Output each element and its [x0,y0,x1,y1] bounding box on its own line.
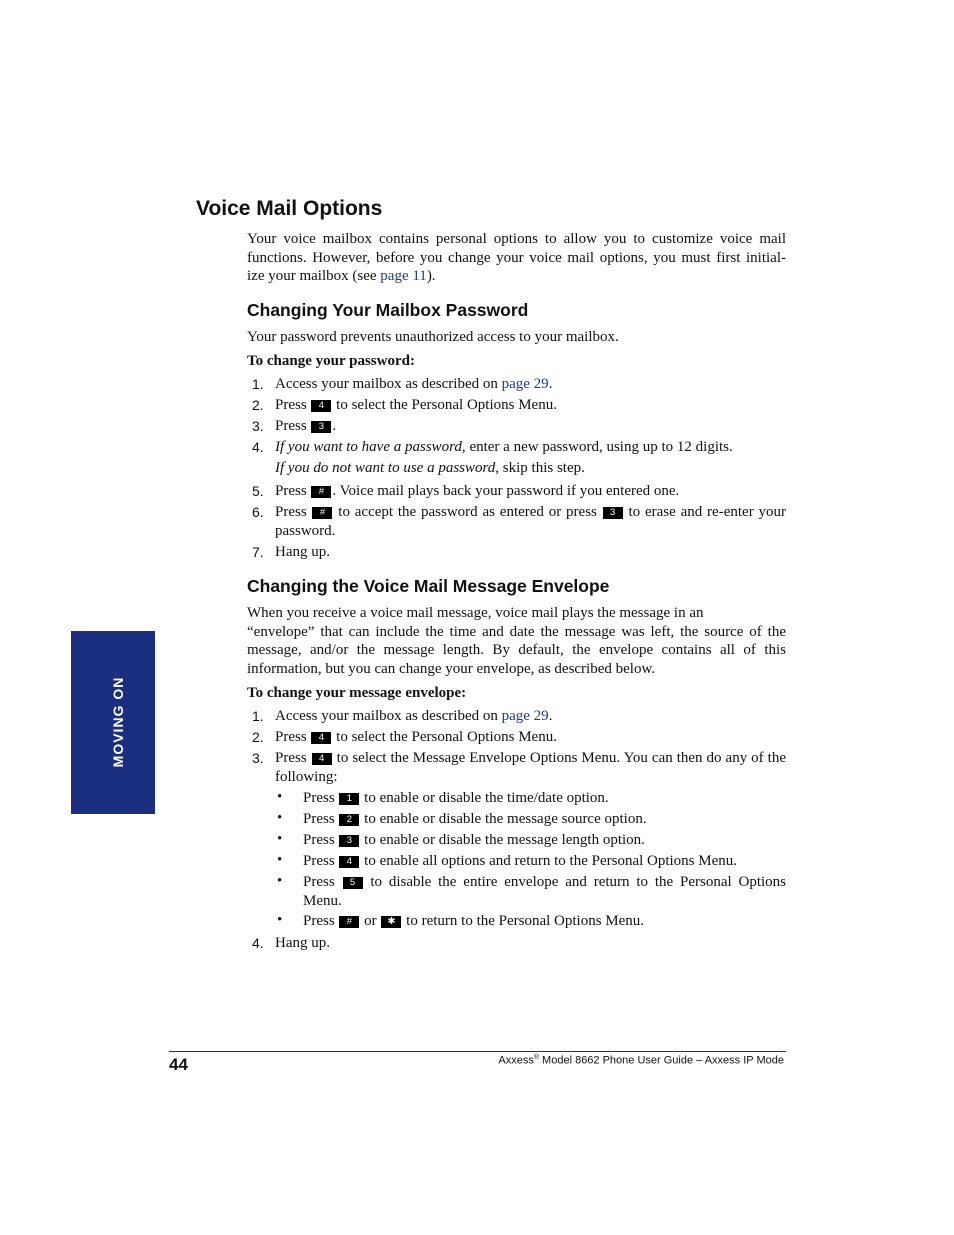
step-number: 7. [252,544,264,560]
section-heading-envelope: Changing the Voice Mail Message Envelope [247,576,610,596]
bullet-icon: • [277,810,283,826]
side-tab-label: MOVING ON [110,676,126,768]
key-hash-icon: # [312,507,332,519]
page-title: Voice Mail Options [196,197,383,220]
key-3-icon: 3 [311,421,331,433]
step-text: Press # . Voice mail plays back your password if you entered one. [275,483,680,499]
step-number: 2. [252,397,264,413]
key-hash-icon: # [311,486,331,498]
step-text: Press 4 to select the Personal Options Menu. [275,397,557,413]
step-text: Hang up. [275,544,330,560]
key-5-icon: 5 [343,877,363,889]
page-link[interactable]: page 29 [501,708,549,724]
step-number: 3. [252,750,264,766]
section-intro: Your password prevents unauthorized access to your mailbox. [247,329,619,345]
step-number: 3. [252,418,264,434]
page-link[interactable]: page 29 [501,376,549,392]
intro-line: ize your mailbox (see page 11). [247,268,436,285]
step-number: 5. [252,483,264,499]
key-3-icon: 3 [339,835,359,847]
key-3-icon: 3 [603,507,623,519]
step-text: Press # to accept the password as entered or press 3 to erase and re-enter your password. [275,504,786,539]
step-number: 6. [252,504,264,520]
intro-line: functions. However, before you change your voice mail options, you must first initial- [247,249,786,266]
key-4-icon: 4 [339,856,359,868]
key-4-icon: 4 [311,400,331,412]
step-number: 1. [252,708,264,724]
step-text: Press 4 to select the Message Envelope Options Menu. You can then do any of the following: [275,750,786,785]
key-2-icon: 2 [339,814,359,826]
footer-title: Axxess® Model 8662 Phone User Guide – Axxess IP Mode [498,1054,784,1067]
page-number: 44 [169,1055,188,1074]
bullet-icon: • [277,852,283,868]
step-text: Press 4 to select the Personal Options Menu. [275,729,557,745]
step-text: Access your mailbox as described on page 29. [275,708,553,724]
step-text: Press 3 . [275,418,337,434]
list-item: Press 3 to enable or disable the message length option. [303,832,645,848]
step-number: 4. [252,439,264,455]
procedure-label: To change your password: [247,353,415,369]
bullet-icon: • [277,831,283,847]
intro-paragraph [247,230,786,286]
footer-divider [169,1051,786,1052]
bullet-icon: • [277,789,283,805]
key-4-icon: 4 [312,753,332,765]
bullet-icon: • [277,873,283,889]
step-text: Hang up. [275,935,330,951]
key-1-icon: 1 [339,793,359,805]
procedure-label: To change your message envelope: [247,685,467,701]
bullet-icon: • [277,912,283,928]
key-hash-icon: # [339,916,359,928]
step-text: If you want to have a password, enter a new password, using up to 12 digits. [275,439,733,455]
list-item: Press 5 to disable the entire envelope and return to the Personal Options Menu. [303,874,786,909]
section-heading-password: Changing Your Mailbox Password [247,300,529,320]
step-text: If you do not want to use a password, skip this step. [275,460,585,476]
step-number: 1. [252,376,264,392]
list-item: Press 1 to enable or disable the time/date option. [303,790,609,806]
key-star-icon: ✱ [381,916,401,928]
list-item: Press 4 to enable all options and return to the Personal Options Menu. [303,853,738,869]
step-number: 4. [252,935,264,951]
step-text: Access your mailbox as described on page 29. [275,376,553,392]
list-item: Press # or ✱ to return to the Personal Options Menu. [303,913,645,929]
list-item: Press 2 to enable or disable the message source option. [303,811,647,827]
section-intro: When you receive a voice mail message, voice mail plays the message in an “envelope” that can include the time and date the message was left, the source of the message, and/or the message length. By default, the envelope contains all of this information, but you can change your envelope, as described below. [247,605,786,678]
key-4-icon: 4 [311,732,331,744]
step-number: 2. [252,729,264,745]
intro-line: Your voice mailbox contains personal options to allow you to customize voice mail [247,231,786,247]
page-link[interactable]: page 11 [380,268,427,285]
